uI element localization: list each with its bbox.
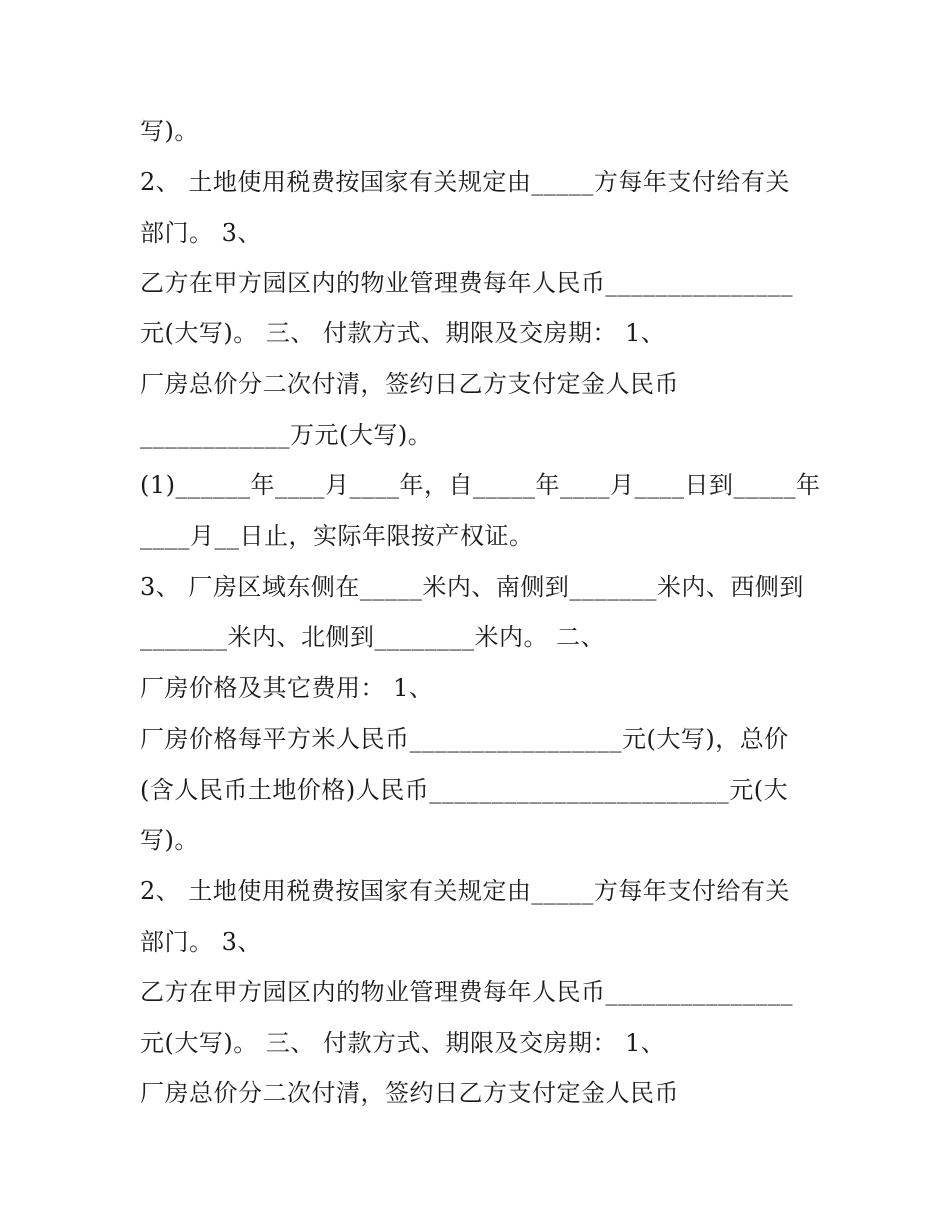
text-line: 厂房总价分二次付清，签约日乙方支付定金人民币 (140, 1079, 679, 1107)
text-line: 元(大写)。 三、 付款方式、期限及交房期： 1、 (140, 1029, 666, 1057)
text-line: _______米内、北侧到________米内。 二、 (140, 623, 606, 651)
text-line: 写)。 (140, 117, 199, 145)
text-line: (1)______年____月____年，自_____年____月____日到_____年 (140, 471, 821, 499)
text-line: 厂房价格及其它费用： 1、 (140, 674, 434, 702)
text-line: 部门。 3、 (140, 219, 262, 247)
text-line: 部门。 3、 (140, 928, 262, 956)
text-line: 乙方在甲方园区内的物业管理费每年人民币_______________ (140, 978, 793, 1006)
text-line: 3、 厂房区域东侧在_____米内、南侧到_______米内、西侧到 (140, 573, 804, 601)
text-line: 2、 土地使用税费按国家有关规定由_____方每年支付给有关 (140, 877, 790, 905)
text-line: 写)。 (140, 826, 199, 854)
text-line: ____________万元(大写)。 (140, 421, 433, 449)
text-line: 厂房价格每平方米人民币_________________元(大写)，总价 (140, 725, 789, 753)
text-line: (含人民币土地价格)人民币________________________元(大 (140, 776, 789, 804)
text-line: 元(大写)。 三、 付款方式、期限及交房期： 1、 (140, 319, 666, 347)
text-line: 厂房总价分二次付清，签约日乙方支付定金人民币 (140, 370, 679, 398)
text-line: 乙方在甲方园区内的物业管理费每年人民币_______________ (140, 269, 793, 297)
text-line: 2、 土地使用税费按国家有关规定由_____方每年支付给有关 (140, 168, 790, 196)
text-line: ____月__日止，实际年限按产权证。 (140, 522, 534, 550)
